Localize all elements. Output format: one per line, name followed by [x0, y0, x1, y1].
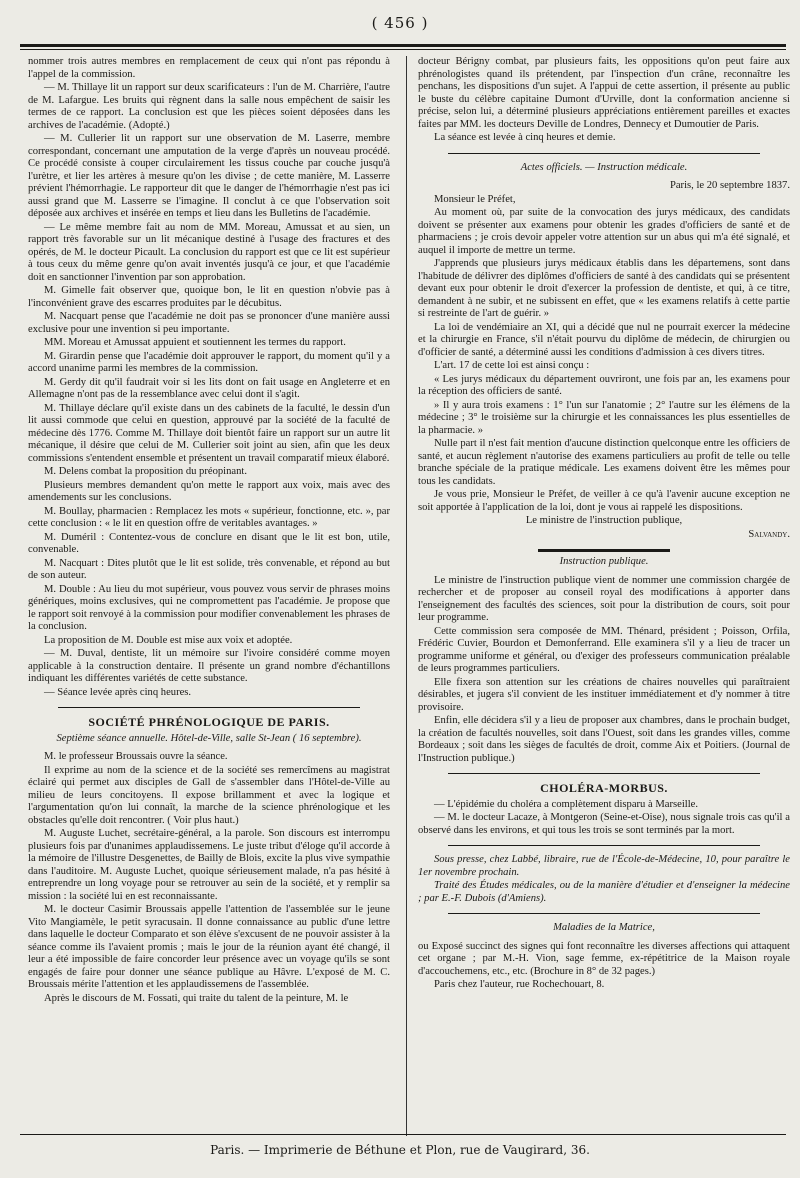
- imprint-footer: Paris. — Imprimerie de Béthune et Plon, rue de Vaugirard, 36.: [210, 1143, 590, 1157]
- right-column: [418, 56, 790, 993]
- paragraph: M. Boullay, pharmacien : Remplacez les mots « supérieur, fonctionne, etc. », par cette conclusion : « le lit en question offre de veritables avantages. »: [28, 505, 390, 529]
- section-rule: [448, 845, 760, 846]
- paragraph: M. Nacquart : Dites plutôt que le lit est solide, très convenable, et répond au but de son auteur.: [28, 557, 390, 581]
- section-rule: [58, 707, 360, 708]
- paragraph: M. Nacquart pense que l'académie ne doit pas se prononcer d'une manière aussi exclusive pour une invention si peu importante.: [28, 311, 390, 335]
- top-rule: [20, 44, 786, 47]
- paragraph: « Les jurys médicaux du département ouvriront, une fois par an, les examens pour la réception des officiers de santé.: [418, 373, 790, 397]
- signature-line: Le ministre de l'instruction publique,: [525, 515, 683, 526]
- paragraph: — M. Thillaye lit un rapport sur deux scarificateurs : l'un de M. Charrière, l'autre de M. Lafargue. Les bruits qui règnent dans la salle nous empêchent de saisir les termes de ce rapport. La conclusion est que les pièces soient déposées dans les archives de l'académie. (Adopté.): [28, 82, 390, 131]
- paragraph: M. Gimelle fait observer que, quoique bon, le lit en question n'obvie pas à l'inconvénient grave des escarres produites par le décubitus.: [28, 285, 390, 309]
- paragraph: » Il y aura trois examens : 1° l'un sur l'anatomie ; 2° l'autre sur les élémens de la médecine ; 3° le troisième sur la chirurgie et les connaissances les plus essentielles de la pharmacie. »: [418, 399, 790, 436]
- paragraph: Traité des Études médicales, ou de la manière d'étudier et d'enseigner la médecine ; par E.-F. Dubois (d'Amiens).: [418, 880, 790, 904]
- section-rule: [448, 773, 760, 774]
- paragraph: La loi de vendémiaire an XI, qui a décidé que nul ne pourrait exercer la médecine et la chirurgie en France, s'il n'était pourvu du diplôme de médecin, de chirurgien ou d'officier de santé, a déterminé aussi les conditions d'admission à ces divers titres.: [418, 321, 790, 358]
- paragraph: Cette commission sera composée de MM. Thénard, président ; Poisson, Orfila, Frédéric Cuvier, Bourdon et Demonferrand. Elle examinera s'il y a lieu de tracer un programme uniforme et général, ou d'exiger des professeurs communication préalable de leurs programmes particuliers.: [418, 625, 790, 674]
- page-number: ( 456 ): [371, 14, 429, 32]
- paragraph: M. Delens combat la proposition du préopinant.: [44, 466, 248, 477]
- paragraph: J'apprends que plusieurs jurys médicaux établis dans les départemens, sont dans l'habitude de délivrer des diplômes d'officiers de santé à des candidats qui se présentent devant eux pour obtenir le droit d'exercer la profession de dentiste, et qui, à ce titre, demandent à ne subir, et ne subissent en effet, que « les examens relatifs à cette partie si restreinte de l'art de guérir. »: [418, 258, 790, 319]
- section-rule: [538, 549, 670, 552]
- paragraph: Nulle part il n'est fait mention d'aucune distinction quelconque entre les officiers de santé, et aucun règlement n'autorise des examens particuliers au profit de telle ou telle branche spéciale de la pratique médicale. Les examens doivent être les mêmes pour tous les candidats.: [418, 438, 790, 487]
- section-title: Instruction publique.: [559, 556, 649, 567]
- paragraph: M. le docteur Casimir Broussais appelle l'attention de l'assemblée sur le jeune Vito Mangiamèle, le petit syracusain. Il donne connaissance au public d'une lettre dans laquelle le docteur Comparato et son élève s'excusent de ne pouvoir assister à la séance comme ils l'avaient promis ; mais le jour de la réunion ayant été changé, il leur a été impossible de faire concorder leur présence avec un voyage qu'ils se sont engagés de faire pour donner une séance publique au Hâvre. L'exposé de M. C. Broussais mérite l'attention et les applaudissemens de l'assemblée.: [28, 904, 390, 990]
- paragraph: — Le même membre fait au nom de MM. Moreau, Amussat et au sien, un rapport très favorable sur un lit mécanique destiné à l'usage des fractures et des opérés, de M. le docteur Picault. La conclusion du rapport est que ce lit est supérieur à tous ceux du même genre qu'on avait inventés jusqu'à ce jour, et que l'académie doit en sanctionner l'invention par son approbation.: [28, 221, 390, 283]
- section-title: Maladies de la Matrice,: [553, 922, 655, 933]
- section-title: Actes officiels. — Instruction médicale.: [520, 161, 688, 173]
- paragraph: Il exprime au nom de la science et de la société ses remercîmens au magistrat éclairé qui permet aux disciples de Gall de s'assembler dans l'Hôtel-de-Ville au milieu de leurs concitoyens. Il expose brillamment et avec la logique et l'argumentation qu'on lui connaît, la marche de la science phrénologique et les obstacles qu'elle doit rencontrer. ( Voir plus haut.): [28, 764, 390, 826]
- footer-rule: [20, 1134, 786, 1135]
- section-rule: [448, 153, 760, 154]
- paragraph: L'art. 17 de cette loi est ainsi conçu :: [434, 360, 590, 371]
- paragraph: — Séance levée après cinq heures.: [44, 686, 192, 698]
- dateline: Paris, le 20 septembre 1837.: [669, 180, 790, 191]
- paragraph: La séance est levée à cinq heures et demie.: [434, 132, 616, 143]
- paragraph: Au moment où, par suite de la convocation des jurys médicaux, des candidats doivent se présenter aux examens pour obtenir les grades d'officiers de santé et de pharmaciens ; je crois devoir appeler votre attention sur un abus qui m'a été signalé, et auquel il importe de mettre un terme.: [418, 207, 790, 256]
- paragraph: Plusieurs membres demandent qu'on mette le rapport aux voix, mais avec des amendements sur les conclusions.: [28, 479, 390, 503]
- paragraph: Sous presse, chez Labbé, libraire, rue de l'École-de-Médecine, 10, pour paraître le 1er novembre prochain.: [418, 854, 790, 878]
- paragraph: La proposition de M. Double est mise aux voix et adoptée.: [44, 634, 293, 646]
- paragraph: nommer trois autres membres en remplacement de ceux qui n'ont pas répondu à l'appel de la commission.: [28, 56, 390, 80]
- paragraph: Paris chez l'auteur, rue Rochechouart, 8.: [434, 979, 605, 990]
- paragraph: M. Gerdy dit qu'il faudrait voir si les lits dont on fait usage en Angleterre et en Allemagne n'ont pas de la ressemblance avec celui dont il s'agit.: [28, 376, 390, 400]
- paragraph: Après le discours de M. Fossati, qui traite du talent de la peinture, M. le: [44, 992, 349, 1004]
- paragraph: M. Girardin pense que l'académie doit approuver le rapport, du moment qu'il y a accord unanime parmi les membres de la commission.: [28, 350, 390, 374]
- column-divider: [406, 56, 407, 1136]
- paragraph: Elle fixera son attention sur les créations de chaires nouvelles qui paraîtraient désirables, et jugera s'il convient de les instituer immédiatement et d'y nommer à titre provisoire.: [418, 676, 790, 713]
- section-subtitle: Septième séance annuelle. Hôtel-de-Ville, salle St-Jean ( 16 septembre).: [56, 732, 362, 744]
- paragraph: — M. Cullerier lit un rapport sur une observation de M. Laserre, membre correspondant, concernant une amputation de la verge d'après un nouveau procédé. Ce procédé consiste à couper circulairement les tissus couche par couche jusqu'à l'urètre, et lier les artères à mesure qu'on les divise ; de cette manière, M. Lasserre prévient l'hémorrhagie. Le rapporteur dit que le danger de l'hémorrhagie n'est pas ici aussi grand que M. Lasserre se l'imagine. Il conclut à ce que l'observation soit déposée aux archives et insérée en temps et lieu dans les Bulletins de l'académie.: [28, 133, 390, 219]
- section-title: CHOLÉRA-MORBUS.: [540, 781, 668, 795]
- paragraph: docteur Bérigny combat, par plusieurs faits, les oppositions qu'on peut faire aux phrénologistes quand ils prétendent, par l'inspection d'un crâne, reconnaître les penchans, les dispositions d'un sujet. A l'appui de cette assertion, il présente au public le buste du célèbre capitaine Dumont d'Urville, dont la conformation ancienne si précise, selon lui, a déterminé plusieurs appréciations entièrement pareilles et exactes faites par MM. les docteurs Deville de Londres, Dennecy et Dumoutier de Paris.: [418, 56, 790, 130]
- signature-name: Salvandy.: [748, 528, 790, 540]
- paragraph: M. Auguste Luchet, secrétaire-général, a la parole. Son discours est interrompu plusieurs fois par d'unanimes applaudissemens. Le juste tribut d'éloge qu'il accorde à la mémoire de l'illustre Desgenettes, de Bailly de Blois, excite la plus vive sympathie dans l'auditoire. M. Auguste Luchet, quoique sérieusement malade, n'a pas hésité à entreprendre un long voyage pour se retrouver au sein de la société, et y remplir sa mission : la société lui en est reconnaissante.: [28, 828, 390, 902]
- paragraph: — L'épidémie du choléra a complètement disparu à Marseille.: [434, 798, 699, 810]
- paragraph: MM. Moreau et Amussat appuient et soutiennent les termes du rapport.: [44, 337, 346, 348]
- top-rule-thin: [20, 49, 786, 50]
- paragraph: M. le professeur Broussais ouvre la séance.: [44, 751, 228, 762]
- left-column: [28, 56, 390, 1006]
- paragraph: — M. Duval, dentiste, lit un mémoire sur l'ivoire considéré comme moyen applicable à la construction dentaire. Il présente un grand nombre d'échantillons indiquant les différentes variétés de cette substance.: [28, 648, 390, 684]
- paragraph: M. Duméril : Contentez-vous de conclure en disant que le lit est bon, utile, convenable.: [28, 531, 390, 555]
- paragraph: M. Thillaye déclare qu'il existe dans un des cabinets de la faculté, le dessin d'un lit aussi commode que celui en question, approuvé par la société de la faculté de médecine dès 1776. Comme M. Thillaye doit bientôt faire un rapport sur un autre lit mécanique, il désire que celui de M. Cullerier soit joint au sien, afin que les deux commissions s'entendent ensemble et présentent un travail comparatif mieux élaboré.: [28, 402, 390, 464]
- paragraph: Enfin, elle décidera s'il y a lieu de proposer aux chambres, dans le prochain budget, la création de facultés nouvelles, soit dans l'Ouest, soit dans les grandes villes, comme Bordeaux ; soit dans les sièges de facultés de droit, comme Aix et Poitiers. (Journal de l'Instruction publique.): [418, 715, 790, 764]
- salutation: Monsieur le Préfet,: [434, 193, 516, 205]
- section-rule: [448, 913, 760, 914]
- paragraph: M. Double : Au lieu du mot supérieur, vous pouvez vous servir de phrases moins génériques, moins exclusives, qui ne compromettent pas l'académie. Je propose que le rapport soit renvoyé à la commission pour modifier convenablement les phrases de la conclusion.: [28, 583, 390, 632]
- paragraph: ou Exposé succinct des signes qui font reconnaître les diverses affections qui attaquent cet organe ; par M.-H. Vion, sage femme, ex-répétitrice de la Maison royale d'accouchemens, etc., etc. (Brochure in 8° de 32 pages.): [418, 940, 790, 977]
- paragraph: Je vous prie, Monsieur le Préfet, de veiller à ce qu'à l'avenir aucune exception ne soit apportée à l'application de la loi, dont je vous ai rappelé les dispositions.: [418, 489, 790, 513]
- paragraph: — M. le docteur Lacaze, à Montgeron (Seine-et-Oise), nous signale trois cas qu'il a observé dans les environs, et qui tous les trois se sont terminés par la mort.: [418, 812, 790, 836]
- section-title: SOCIÉTÉ PHRÉNOLOGIQUE DE PARIS.: [88, 715, 330, 729]
- paragraph: Le ministre de l'instruction publique vient de nommer une commission chargée de rechercher et de proposer au conseil royal des modifications à apporter dans l'enseignement des facultés des sciences, soit pour la distribution de cours, soit pour leur programme.: [418, 574, 790, 623]
